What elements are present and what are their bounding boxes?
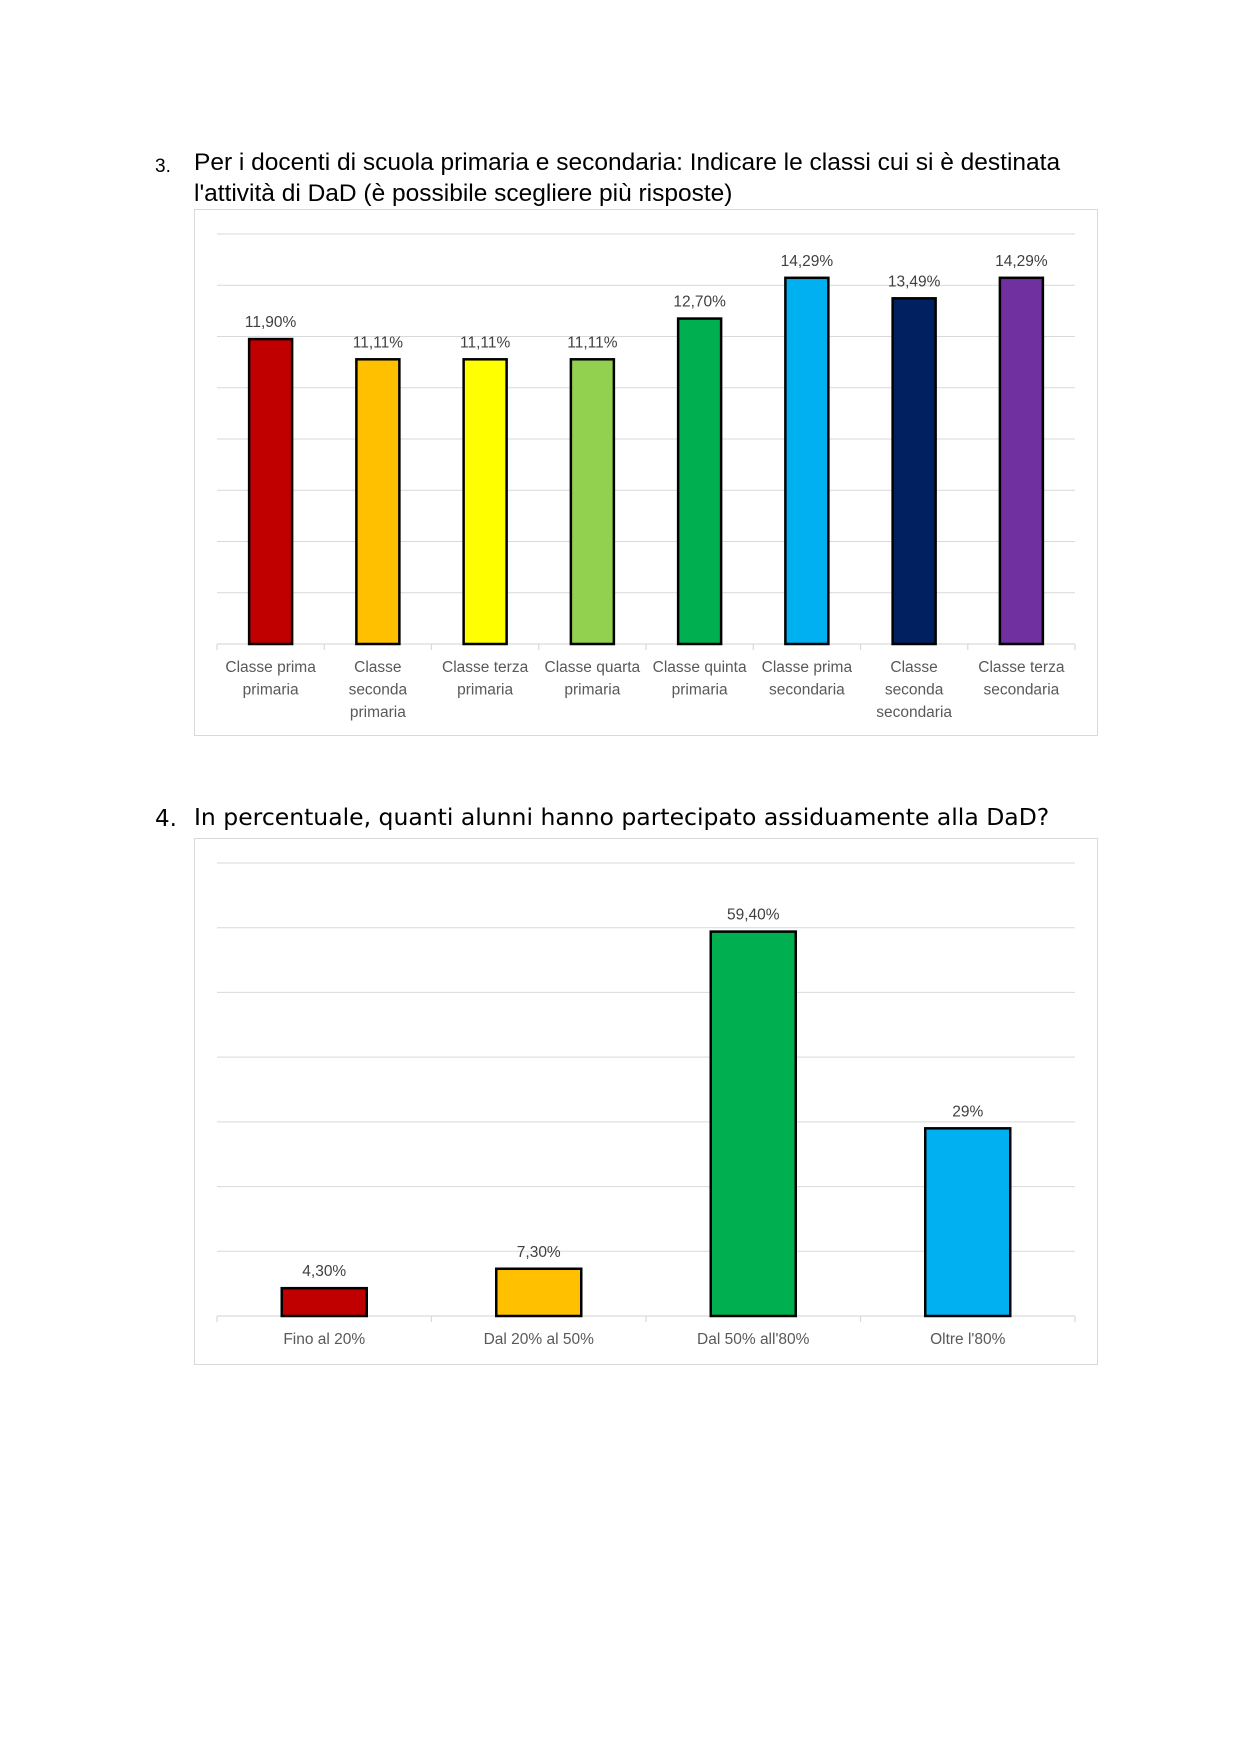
chart-classes [194,209,1098,736]
x-tick-label: Classe [354,659,402,676]
bar [785,278,828,644]
x-tick-label: secondaria [768,681,845,699]
x-tick-label: secondaria [983,681,1060,699]
bar [893,298,936,644]
bar [496,1269,581,1316]
bar [925,1128,1010,1316]
chart-participation [194,838,1098,1365]
x-tick-label: Classe terza [442,659,529,676]
x-tick-label: Classe quinta [652,659,747,676]
x-tick-label: secondaria [876,704,953,721]
x-tick-label: seconda [348,681,408,699]
x-tick-label: primaria [457,681,514,699]
chart-classes-svg [195,210,1097,735]
bar [1000,278,1043,644]
x-tick-label: Classe terza [978,659,1065,676]
question-3-number: 3. [155,156,171,177]
bar [356,359,399,644]
question-4-text: In percentuale, quanti alunni hanno partecipato assiduamente alla DaD? [194,803,1050,831]
x-tick-label: primaria [242,681,299,699]
bar [711,932,796,1316]
x-tick-label: primaria [349,704,406,721]
x-tick-label: seconda [884,681,944,699]
chart-participation-svg [195,839,1097,1364]
data-label: 29% [952,1103,984,1121]
x-tick-label: Dal 50% all'80% [697,1331,810,1348]
question-4-number: 4. [155,806,177,832]
bar [464,359,507,644]
data-label: 11,11% [352,334,404,352]
data-label: 13,49% [887,273,941,291]
data-label: 14,29% [780,252,834,270]
bar [282,1288,367,1316]
x-tick-label: Classe prima [225,659,316,676]
data-label: 59,40% [726,906,780,924]
question-3-text: Per i docenti di scuola primaria e secondaria: Indicare le classi cui si è destinata l'attività di DaD (è possibile scegliere più risposte) [194,149,1061,207]
x-tick-label: primaria [564,681,621,699]
data-label: 4,30% [302,1263,347,1281]
data-label: 14,29% [995,252,1048,270]
bar [571,359,614,644]
bar [678,319,721,644]
bar [249,339,292,644]
data-label: 11,11% [567,334,618,352]
data-label: 7,30% [516,1243,561,1261]
x-tick-label: Dal 20% al 50% [483,1331,594,1348]
x-tick-label: Classe [890,659,938,676]
data-label: 11,11% [459,334,511,352]
data-label: 12,70% [673,293,726,311]
x-tick-label: Classe quarta [544,659,641,676]
data-label: 11,90% [244,314,297,332]
x-tick-label: Fino al 20% [283,1331,366,1348]
x-tick-label: primaria [671,681,728,699]
x-tick-label: Classe prima [761,659,853,676]
x-tick-label: Oltre l'80% [930,1331,1006,1348]
